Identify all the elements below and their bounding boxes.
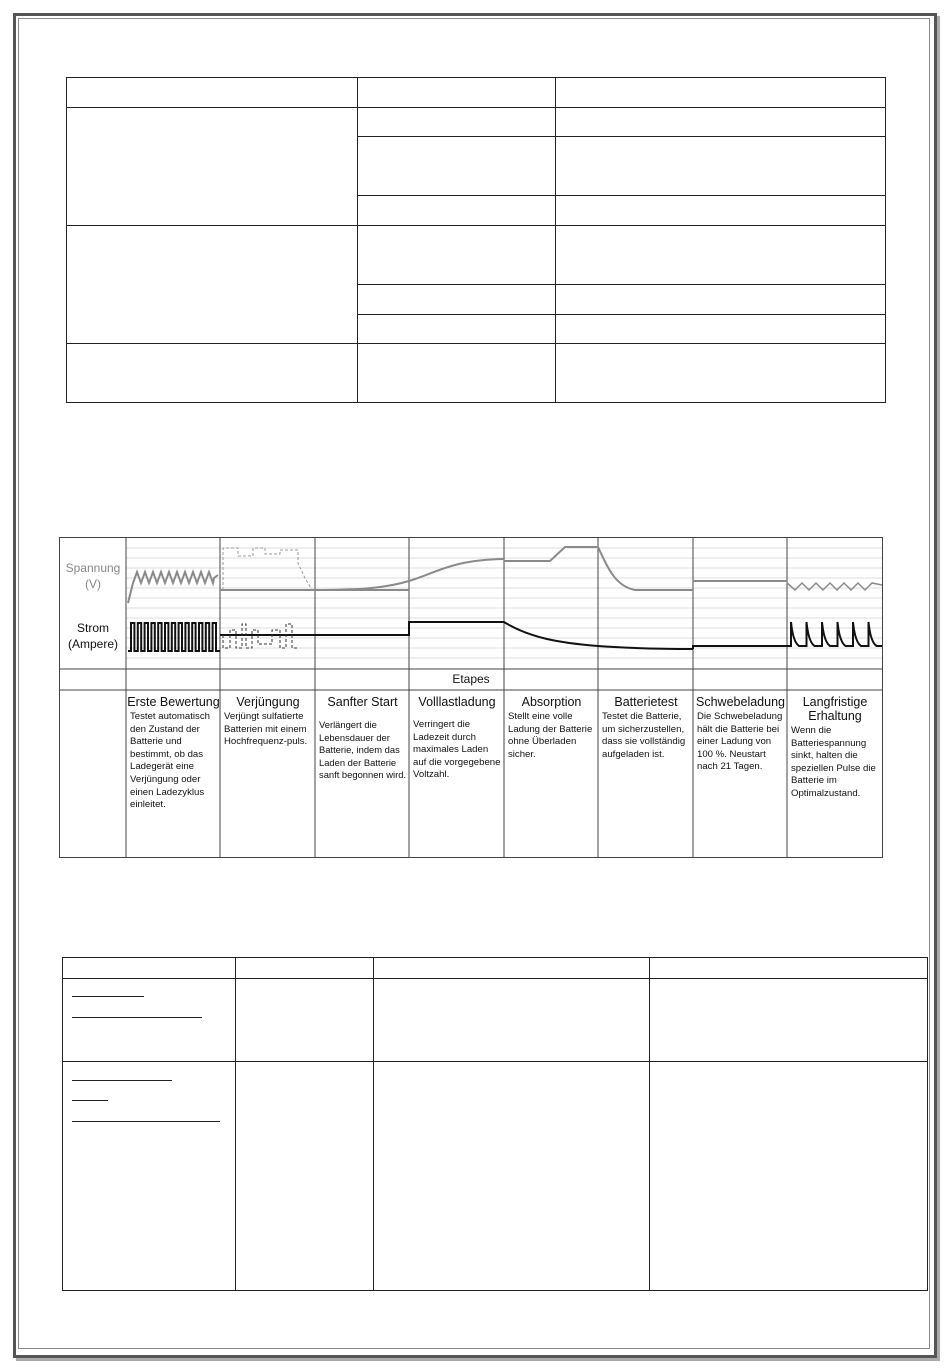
stage-column bbox=[410, 691, 504, 856]
underline-mark bbox=[72, 1017, 202, 1018]
top-table-cell bbox=[358, 344, 556, 403]
current-curve-stage-8 bbox=[787, 622, 882, 646]
top-table bbox=[66, 77, 886, 403]
bottom-table bbox=[62, 957, 928, 1291]
stage-description: Wenn die Batteriespannung sinkt, halten die speziellen Pulse die Batterie im Optimalzustand. bbox=[791, 725, 876, 799]
top-table-cell bbox=[556, 285, 886, 315]
stage-title: Schwebeladung bbox=[696, 695, 785, 709]
stage-description: Die Schwebeladung hält die Batterie bei einer Ladung von 100 %. Neustart nach 21 Tagen. bbox=[697, 711, 783, 773]
bottom-table-cell bbox=[236, 979, 374, 1062]
top-table-cell bbox=[556, 108, 886, 137]
current-curve-stage-1 bbox=[128, 623, 220, 651]
top-table-header-cell bbox=[358, 78, 556, 108]
stage-description: Testet automatisch den Zustand der Batterie und bestimmt, ob das Ladegerät eine Verjüngung oder einen Ladezyklus einleitet. bbox=[130, 711, 210, 811]
top-table-group-cell bbox=[67, 226, 358, 344]
bottom-table-cell bbox=[650, 979, 928, 1062]
voltage-curve-stage-5 bbox=[504, 547, 598, 561]
stage-column bbox=[221, 691, 315, 856]
stage-title: Langfristige Erhaltung bbox=[802, 695, 868, 723]
stage-description: Verjüngt sulfatierte Batterien mit einem Hochfrequenz-puls. bbox=[224, 711, 308, 748]
voltage-pulse-stage-2 bbox=[223, 548, 312, 590]
top-table-group-cell bbox=[67, 108, 358, 226]
underline-mark bbox=[72, 1121, 220, 1122]
stage-column bbox=[788, 691, 882, 856]
stage-title: Batterietest bbox=[614, 695, 678, 709]
stage-title: Verjüngung bbox=[236, 695, 300, 709]
stage-column bbox=[127, 691, 220, 856]
top-table-cell bbox=[67, 344, 358, 403]
top-table-cell bbox=[358, 108, 556, 137]
stage-description: Testet die Batterie, um sicherzustellen, dass sie vollständig aufgeladen ist. bbox=[602, 711, 686, 760]
top-table-cell bbox=[358, 315, 556, 344]
bottom-table-cell bbox=[63, 979, 236, 1062]
top-table-header-cell bbox=[556, 78, 886, 108]
top-table-cell bbox=[556, 226, 886, 285]
top-table-cell bbox=[556, 315, 886, 344]
voltage-axis-label: Spannung (V) bbox=[65, 561, 121, 591]
stage-column bbox=[694, 691, 787, 856]
bottom-table-cell bbox=[374, 1062, 650, 1291]
current-curves bbox=[128, 622, 882, 651]
bottom-table-header-cell bbox=[63, 958, 236, 979]
current-axis-label: Strom (Ampere) bbox=[67, 621, 118, 651]
bottom-table-header-cell bbox=[236, 958, 374, 979]
stage-description: Verlängert die Lebensdauer der Batterie, indem das Laden der Batterie sanft begonnen wird. bbox=[319, 719, 407, 781]
voltage-curves bbox=[128, 547, 882, 603]
underline-mark bbox=[72, 1100, 108, 1101]
stage-column bbox=[505, 691, 598, 856]
etapes-header: Etapes bbox=[452, 672, 490, 686]
top-table-cell bbox=[556, 344, 886, 403]
charging-stages-chart bbox=[59, 537, 883, 858]
bottom-table-cell bbox=[236, 1062, 374, 1291]
voltage-curve-stage-8 bbox=[787, 583, 882, 590]
bottom-table-header-cell bbox=[650, 958, 928, 979]
top-table-cell bbox=[556, 196, 886, 226]
top-table-cell bbox=[556, 137, 886, 196]
stage-description: Verringert die Ladezeit durch maximales Laden auf die vorgegebene Voltzahl. bbox=[413, 719, 501, 781]
underline-mark bbox=[72, 996, 144, 997]
top-table-cell bbox=[358, 196, 556, 226]
top-table-cell bbox=[358, 226, 556, 285]
stage-description: Stellt eine volle Ladung der Batterie ohne Überladen sicher. bbox=[508, 711, 593, 760]
top-table-cell bbox=[358, 285, 556, 315]
stage-title: Erste Bewertung bbox=[127, 695, 220, 709]
stage-title: Volllastladung bbox=[418, 695, 496, 709]
stage-column bbox=[599, 691, 693, 856]
stage-title: Sanfter Start bbox=[327, 695, 398, 709]
top-table-header-cell bbox=[67, 78, 358, 108]
underline-mark bbox=[72, 1080, 172, 1081]
bottom-table-cell bbox=[63, 1062, 236, 1291]
top-table-cell bbox=[358, 137, 556, 196]
stage-title: Absorption bbox=[521, 695, 582, 709]
bottom-table-cell bbox=[650, 1062, 928, 1291]
stage-column bbox=[316, 691, 409, 856]
bottom-table-cell bbox=[374, 979, 650, 1062]
bottom-table-header-cell bbox=[374, 958, 650, 979]
